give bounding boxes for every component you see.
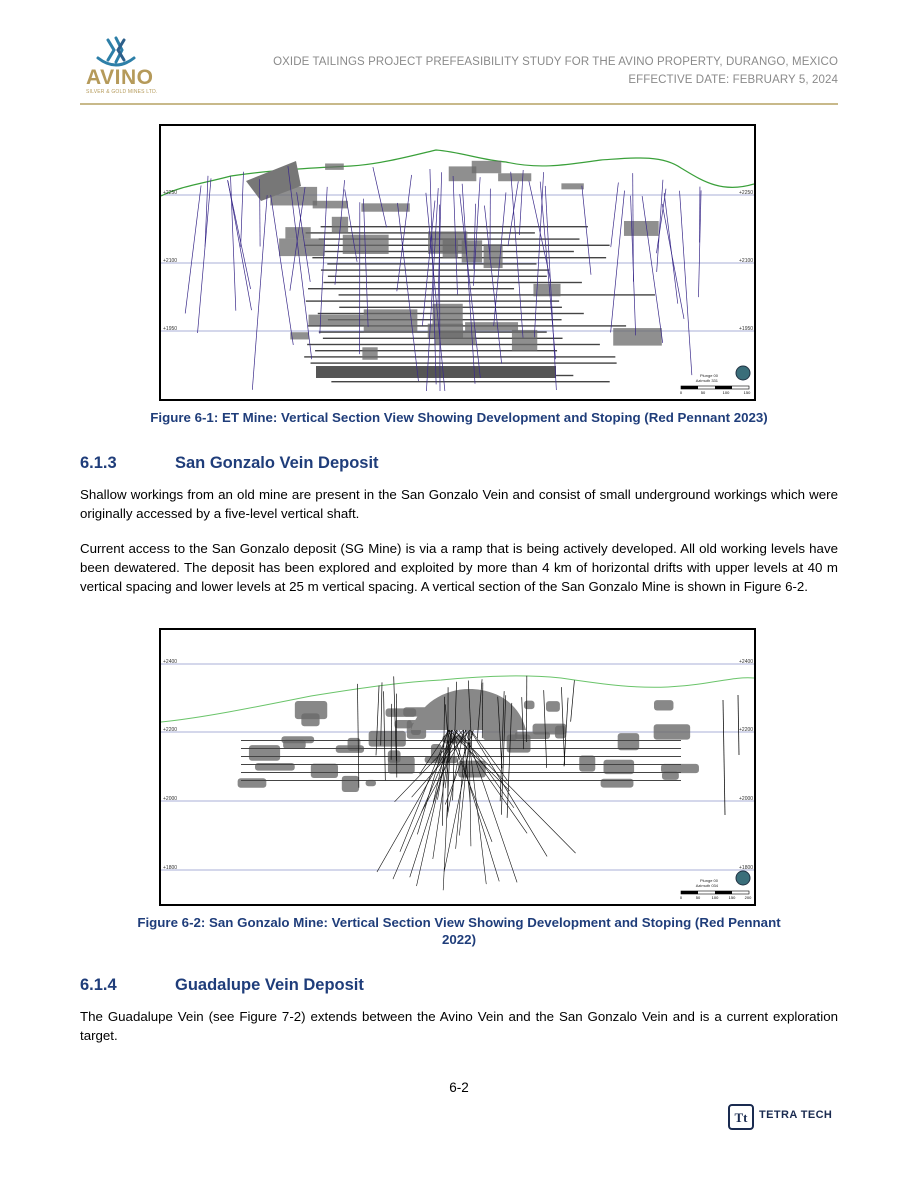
svg-text:0: 0	[679, 390, 683, 395]
stope-shape	[579, 755, 595, 771]
san-gonzalo-section-image	[161, 630, 754, 904]
figure-6-2-caption	[80, 914, 838, 948]
drillhole-trace	[662, 204, 684, 319]
caption-line: 2022)	[441, 932, 476, 947]
stope-shape	[362, 347, 377, 359]
drift-level	[306, 300, 559, 301]
stope-shape	[249, 745, 280, 761]
stope-shape	[309, 315, 364, 326]
stope-shape	[546, 701, 560, 712]
logo-wordmark: AVINO	[86, 66, 154, 89]
figure-6-1-caption: Figure 6-1: ET Mine: Vertical Section View Showing Development and Stoping (Red Pennant 2023)	[150, 410, 768, 425]
drillhole-trace	[680, 191, 692, 375]
elevation-label: +2100	[163, 258, 178, 264]
stope-shape	[618, 733, 640, 750]
drillhole-trace	[642, 196, 663, 343]
paragraph: Shallow workings from an old mine are present in the San Gonzalo Vein and consist of small underground workings which were originally accessed by a five-level vertical shaft.	[80, 487, 838, 521]
stope-shape	[364, 309, 418, 332]
drillhole-trace	[185, 185, 201, 313]
header-effective-date: EFFECTIVE DATE: FEBRUARY 5, 2024	[628, 74, 838, 86]
legend-plunge: Plunge 00	[699, 878, 718, 883]
drillhole-trace	[508, 181, 518, 246]
drift-level	[323, 282, 581, 283]
section-title: San Gonzalo Vein Deposit	[175, 454, 379, 472]
elevation-label: +2200	[163, 727, 178, 733]
stope-shape	[613, 328, 662, 346]
drillhole-trace	[456, 730, 467, 849]
tetra-tech-wordmark: TETRA TECH	[759, 1109, 833, 1121]
legend-azimuth: Azimuth 034	[695, 883, 718, 888]
drillhole-trace	[397, 203, 418, 381]
drift-level	[321, 269, 549, 270]
drift-level	[328, 276, 547, 277]
elevation-label: +2400	[739, 659, 754, 665]
stope-shape	[386, 708, 417, 716]
stope-shape	[654, 700, 673, 710]
stope-shape	[395, 720, 412, 728]
paragraph: Current access to the San Gonzalo deposit (SG Mine) is via a ramp that is being actively developed. All old working levels have been dewatered. The deposit has been explored and exploited by more than 4 km of horizontal drifts with upper levels at 40 m vertical spacing and lower levels at 25 m vertical spacing. A vertical section of the San Gonzalo Mine is shown in Figure 6-2.	[80, 541, 838, 594]
stope-shape	[279, 238, 325, 256]
scale-bar	[680, 386, 751, 395]
stope-shape	[654, 724, 690, 739]
drillhole-trace	[664, 193, 678, 304]
section-title: Guadalupe Vein Deposit	[175, 976, 364, 994]
drillhole-trace	[320, 187, 327, 334]
stope-shape	[498, 173, 531, 181]
drillhole-trace	[241, 172, 244, 247]
svg-text:Tt: Tt	[734, 1110, 748, 1125]
stope-shape	[462, 240, 482, 262]
stope-shape	[388, 756, 415, 773]
svg-text:100: 100	[722, 390, 730, 395]
drillhole-trace	[373, 167, 387, 227]
stope-shape	[238, 778, 267, 787]
drillhole-trace	[582, 186, 591, 275]
drillhole-trace	[484, 206, 501, 364]
legend-azimuth: Azimuth 331	[695, 378, 718, 383]
elevation-label: +2000	[163, 796, 178, 802]
elevation-label: +2200	[739, 727, 754, 733]
elevation-label: +2000	[739, 796, 754, 802]
section-number: 6.1.3	[80, 454, 117, 472]
elevation-label: +2250	[739, 190, 754, 196]
drift-level	[327, 263, 536, 264]
svg-text:100: 100	[711, 895, 719, 900]
legend-plunge: Plunge 00	[699, 373, 718, 378]
elevation-label: +2100	[739, 258, 754, 264]
drillhole-trace	[571, 680, 575, 721]
stope-shape	[369, 731, 406, 747]
svg-text:50: 50	[695, 895, 701, 900]
compass-icon	[736, 366, 750, 380]
caption-line: Figure 6-2: San Gonzalo Mine: Vertical Section View Showing Development and Stoping (Red Pennant	[137, 915, 781, 930]
stope-shape	[434, 330, 475, 344]
section-number: 6.1.4	[80, 976, 117, 994]
elevation-label: +2250	[163, 190, 178, 196]
drillhole-trace	[611, 182, 619, 247]
stope-shape	[311, 764, 338, 778]
svg-text:200: 200	[744, 895, 752, 900]
elevation-label: +1950	[163, 326, 178, 332]
drillhole-trace	[198, 178, 211, 333]
stope-shape	[512, 330, 537, 351]
svg-text:50: 50	[700, 390, 706, 395]
drift-level	[311, 362, 617, 363]
stope-shape	[411, 689, 526, 730]
drillhole-trace	[465, 730, 517, 882]
drillhole-trace	[205, 176, 208, 247]
svg-text:150: 150	[728, 895, 736, 900]
svg-text:150: 150	[743, 390, 751, 395]
compass-icon	[736, 871, 750, 885]
drift-level	[241, 764, 681, 765]
header-rule	[80, 103, 838, 105]
drillhole-trace	[534, 172, 543, 337]
section-6-1-3-heading	[80, 454, 379, 473]
drift-level	[304, 356, 615, 357]
drillhole-trace	[611, 191, 625, 333]
stope-shape	[604, 760, 635, 774]
stope-shape	[465, 322, 518, 331]
drillhole-trace	[271, 195, 294, 345]
stope-shape	[624, 221, 659, 236]
drift-level	[241, 772, 681, 773]
elevation-label: +1800	[163, 865, 178, 871]
figure-6-2	[159, 628, 756, 906]
page-number: 6-2	[449, 1080, 469, 1095]
drillhole-trace	[462, 184, 475, 384]
stope-shape	[428, 231, 467, 253]
stope-shape	[561, 183, 583, 189]
drillhole-trace	[231, 176, 236, 310]
elevation-label: +1800	[739, 865, 754, 871]
tetra-tech-logo-icon	[728, 1104, 754, 1130]
logo-subtitle: SILVER & GOLD MINES LTD.	[86, 89, 158, 95]
drillhole-trace	[511, 172, 523, 338]
drift-level	[331, 381, 609, 382]
elevation-label: +2400	[163, 659, 178, 665]
stope-shape	[325, 163, 344, 169]
document-header	[273, 53, 838, 89]
scale-bar	[680, 891, 752, 900]
et-mine-section-image	[161, 126, 754, 399]
stope-shape	[524, 701, 535, 710]
drift-level	[241, 780, 681, 781]
section-6-1-4-heading	[80, 976, 364, 995]
stope-shape	[342, 776, 359, 792]
drift-level	[241, 748, 681, 749]
stope-shape	[361, 203, 409, 211]
elevation-label: +1950	[739, 326, 754, 332]
drift-level	[308, 288, 514, 289]
stope-shape	[281, 736, 314, 743]
paragraph: The Guadalupe Vein (see Figure 7-2) extends between the Avino Vein and the San Gonzalo Vein and is a current exploration target.	[80, 1009, 838, 1043]
stope-shape	[290, 332, 309, 339]
stope-shape	[533, 724, 567, 735]
stope-shape	[301, 713, 319, 726]
header-title: OXIDE TAILINGS PROJECT PREFEASIBILITY STUDY FOR THE AVINO PROPERTY, DURANGO, MEXICO	[273, 56, 838, 68]
svg-text:0: 0	[679, 895, 683, 900]
drillhole-trace	[738, 695, 739, 755]
figure-6-1	[159, 124, 756, 401]
drillhole-trace	[723, 700, 725, 815]
